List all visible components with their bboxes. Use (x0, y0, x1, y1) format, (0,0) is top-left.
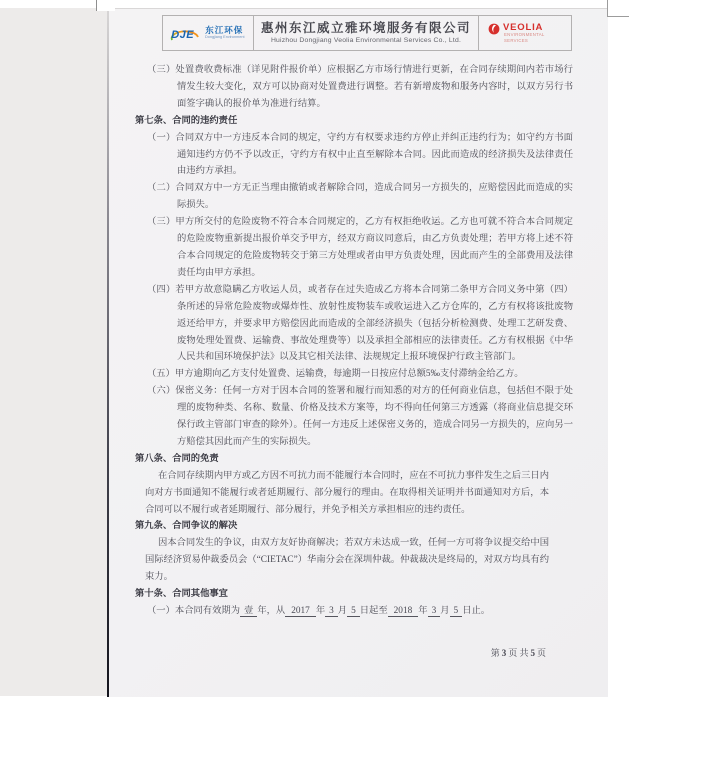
item-label: （三） (147, 217, 176, 228)
clause7-item-1 (147, 130, 573, 181)
item-label: （五） (147, 369, 175, 380)
item-text: 合同双方中一方无正当理由撤销或者解除合同，造成合同另一方损失的，应赔偿因此而造成的实际损失。 (175, 183, 573, 211)
item-label: （一） (147, 606, 175, 616)
scan-artifact-top-right (607, 0, 629, 17)
validity-mid6: 月 (440, 606, 450, 616)
clause7-item-5 (147, 366, 573, 383)
contract-body (135, 62, 573, 620)
clause9-body: 因本合同发生的争议，由双方友好协商解决；若双方未达成一致，任何一方可将争议提交给中国国际经济贸易仲裁委员会（“CIETAC”）华南分会在深圳仲裁。仲裁裁决是终局的，对双方均具有约束力。 (145, 538, 549, 583)
item-label: （三） (147, 65, 176, 75)
dje-names (205, 26, 247, 40)
paper-left-edge-shadow (107, 9, 109, 697)
item-text: 合同双方中一方违反本合同的规定，守约方有权要求违约方停止并纠正违约行为；如守约方书面通知违约方仍不予以改正，守约方有权中止直至解除本合同。因此而造成的经济损失及法律责任由违约方承担。 (175, 132, 573, 177)
validity-day-start: 5 (347, 606, 360, 617)
clause-heading-7: 第七条、合同的违约责任 (135, 115, 238, 126)
clause-heading-10: 第十条、合同其他事宜 (135, 589, 228, 600)
clause7-item-4 (147, 282, 573, 367)
item-label: （一） (147, 132, 176, 143)
item-text: 若甲方故意隐瞒乙方收运人员，或者存在过失造成乙方将本合同第二条甲方合同义务中第（四）条所述的异常危险废物或爆炸性、放射性废物装车或收运进入乙方仓库的，乙方有权将该批废物返还给甲方，并要求甲方赔偿因此而造成的全部经济损失（包括分析检测费、处理工艺研发费、废物处理处置费、运输费、事故处理费等）以及承担全部相应的法律责任。乙方有权根据《中华人民共和国环境保护法》以及其它相关法律、法规规定上报环境保护行政主管部门。 (175, 284, 573, 363)
letterhead (162, 15, 572, 51)
validity-prefix: 本合同有效期为 (174, 606, 240, 616)
scanner-background-strip (0, 8, 108, 696)
validity-mid4: 日起至 (359, 606, 388, 616)
veolia-tagline-2: SERVICES (504, 37, 529, 43)
clause-heading-8: 第八条、合同的免责 (135, 453, 219, 464)
footer-total-pages: 5 (530, 648, 535, 658)
validity-mid2: 年 (315, 606, 326, 616)
dje-name-en: Dongjiang Environment (205, 34, 245, 40)
veolia-logo (488, 23, 545, 43)
veolia-text (503, 23, 545, 43)
item-text: 甲方逾期向乙方支付处置费、运输费，每逾期一日按应付总额5‰支付滞纳金给乙方。 (174, 369, 524, 380)
dje-logo (169, 24, 247, 43)
validity-mid3: 月 (337, 606, 348, 616)
clause7-item-6 (147, 383, 573, 451)
item-text: 甲方所交付的危险废物不符合本合同规定的，乙方有权拒绝收运。乙方也可就不符合本合同规定的危险废物重新提出报价单交予甲方，经双方商议同意后，由乙方负责处理；若甲方将上述不符合本合同规定的危险废物转交于第三方处理或者由甲方负责处理，因此而产生的全部费用及法律责任均由甲方承担。 (175, 217, 573, 278)
footer-seg1: 第 (490, 648, 500, 658)
validity-mid5: 年 (418, 606, 428, 616)
company-name-en: Huizhou Dongjiang Veolia Environmental Services Co., Ltd. (270, 37, 462, 45)
veolia-wordmark: VEOLIA (503, 21, 544, 33)
clause7-item-3 (147, 214, 573, 282)
validity-mid1: 年，从 (257, 606, 286, 616)
item-label: （六） (147, 386, 176, 397)
letterhead-company-cell (254, 16, 479, 50)
clause-item-disposal-fee (147, 62, 573, 113)
letterhead-dje-cell (163, 16, 254, 50)
clause-heading-9: 第九条、合同争议的解决 (135, 521, 238, 532)
dje-logo-icon (169, 24, 201, 43)
clause8-body: 在合同存续期内甲方或乙方因不可抗力而不能履行本合同时，应在不可抗力事件发生之后三日内向对方书面通知不能履行或者延期履行、部分履行的理由。在取得相关证明并书面通知对方后，本合同可以不履行或者延期履行、部分履行，并免予相关方承担相应的违约责任。 (145, 470, 549, 515)
validity-year-start: 2017 (285, 606, 316, 617)
scanned-contract-page (108, 8, 608, 697)
item-label: （二） (147, 183, 176, 194)
page-number (491, 646, 546, 659)
footer-page-number: 3 (501, 648, 507, 658)
dje-name-cn: 东江环保 (205, 25, 244, 36)
validity-suffix: 日止。 (462, 606, 491, 616)
item-label: （四） (147, 284, 176, 295)
validity-month-end: 3 (428, 606, 441, 617)
validity-year-end: 2018 (388, 606, 419, 617)
footer-seg3: 页 (536, 648, 546, 658)
contract-validity-line (147, 603, 573, 620)
company-name-cn: 惠州东江威立雅环境服务有限公司 (260, 20, 471, 35)
dje-wordmark: DJE (171, 28, 195, 41)
item-text: 保密义务：任何一方对于因本合同的签署和履行而知悉的对方的任何商业信息，包括但不限于处理的废物种类、名称、数量、价格及技术方案等，均不得向任何第三方透露（将商业信息提交环保行政主管部门审查的除外）。任何一方违反上述保密义务的，造成合同另一方损失的，应向另一方赔偿其因此而产生的实际损失。 (175, 386, 573, 447)
validity-day-end: 5 (450, 606, 463, 617)
validity-month-start: 3 (325, 606, 338, 617)
item-text: 处置费收费标准（详见附件报价单）应根据乙方市场行情进行更新，在合同存续期间内若市场行情发生较大变化，双方可以协商对处置费进行调整。若有新增废物和服务内容时，以双方另行书面签字确认的报价单为准进行结算。 (175, 65, 573, 109)
validity-term: 壹 (240, 606, 257, 617)
clause7-item-2 (147, 180, 573, 214)
veolia-logo-icon (488, 23, 500, 35)
scan-artifact-top-left (96, 0, 115, 11)
letterhead-veolia-cell (479, 16, 571, 50)
footer-seg2: 页 共 (508, 648, 529, 658)
veolia-tagline-1: ENVIRONMENTAL (504, 32, 545, 38)
